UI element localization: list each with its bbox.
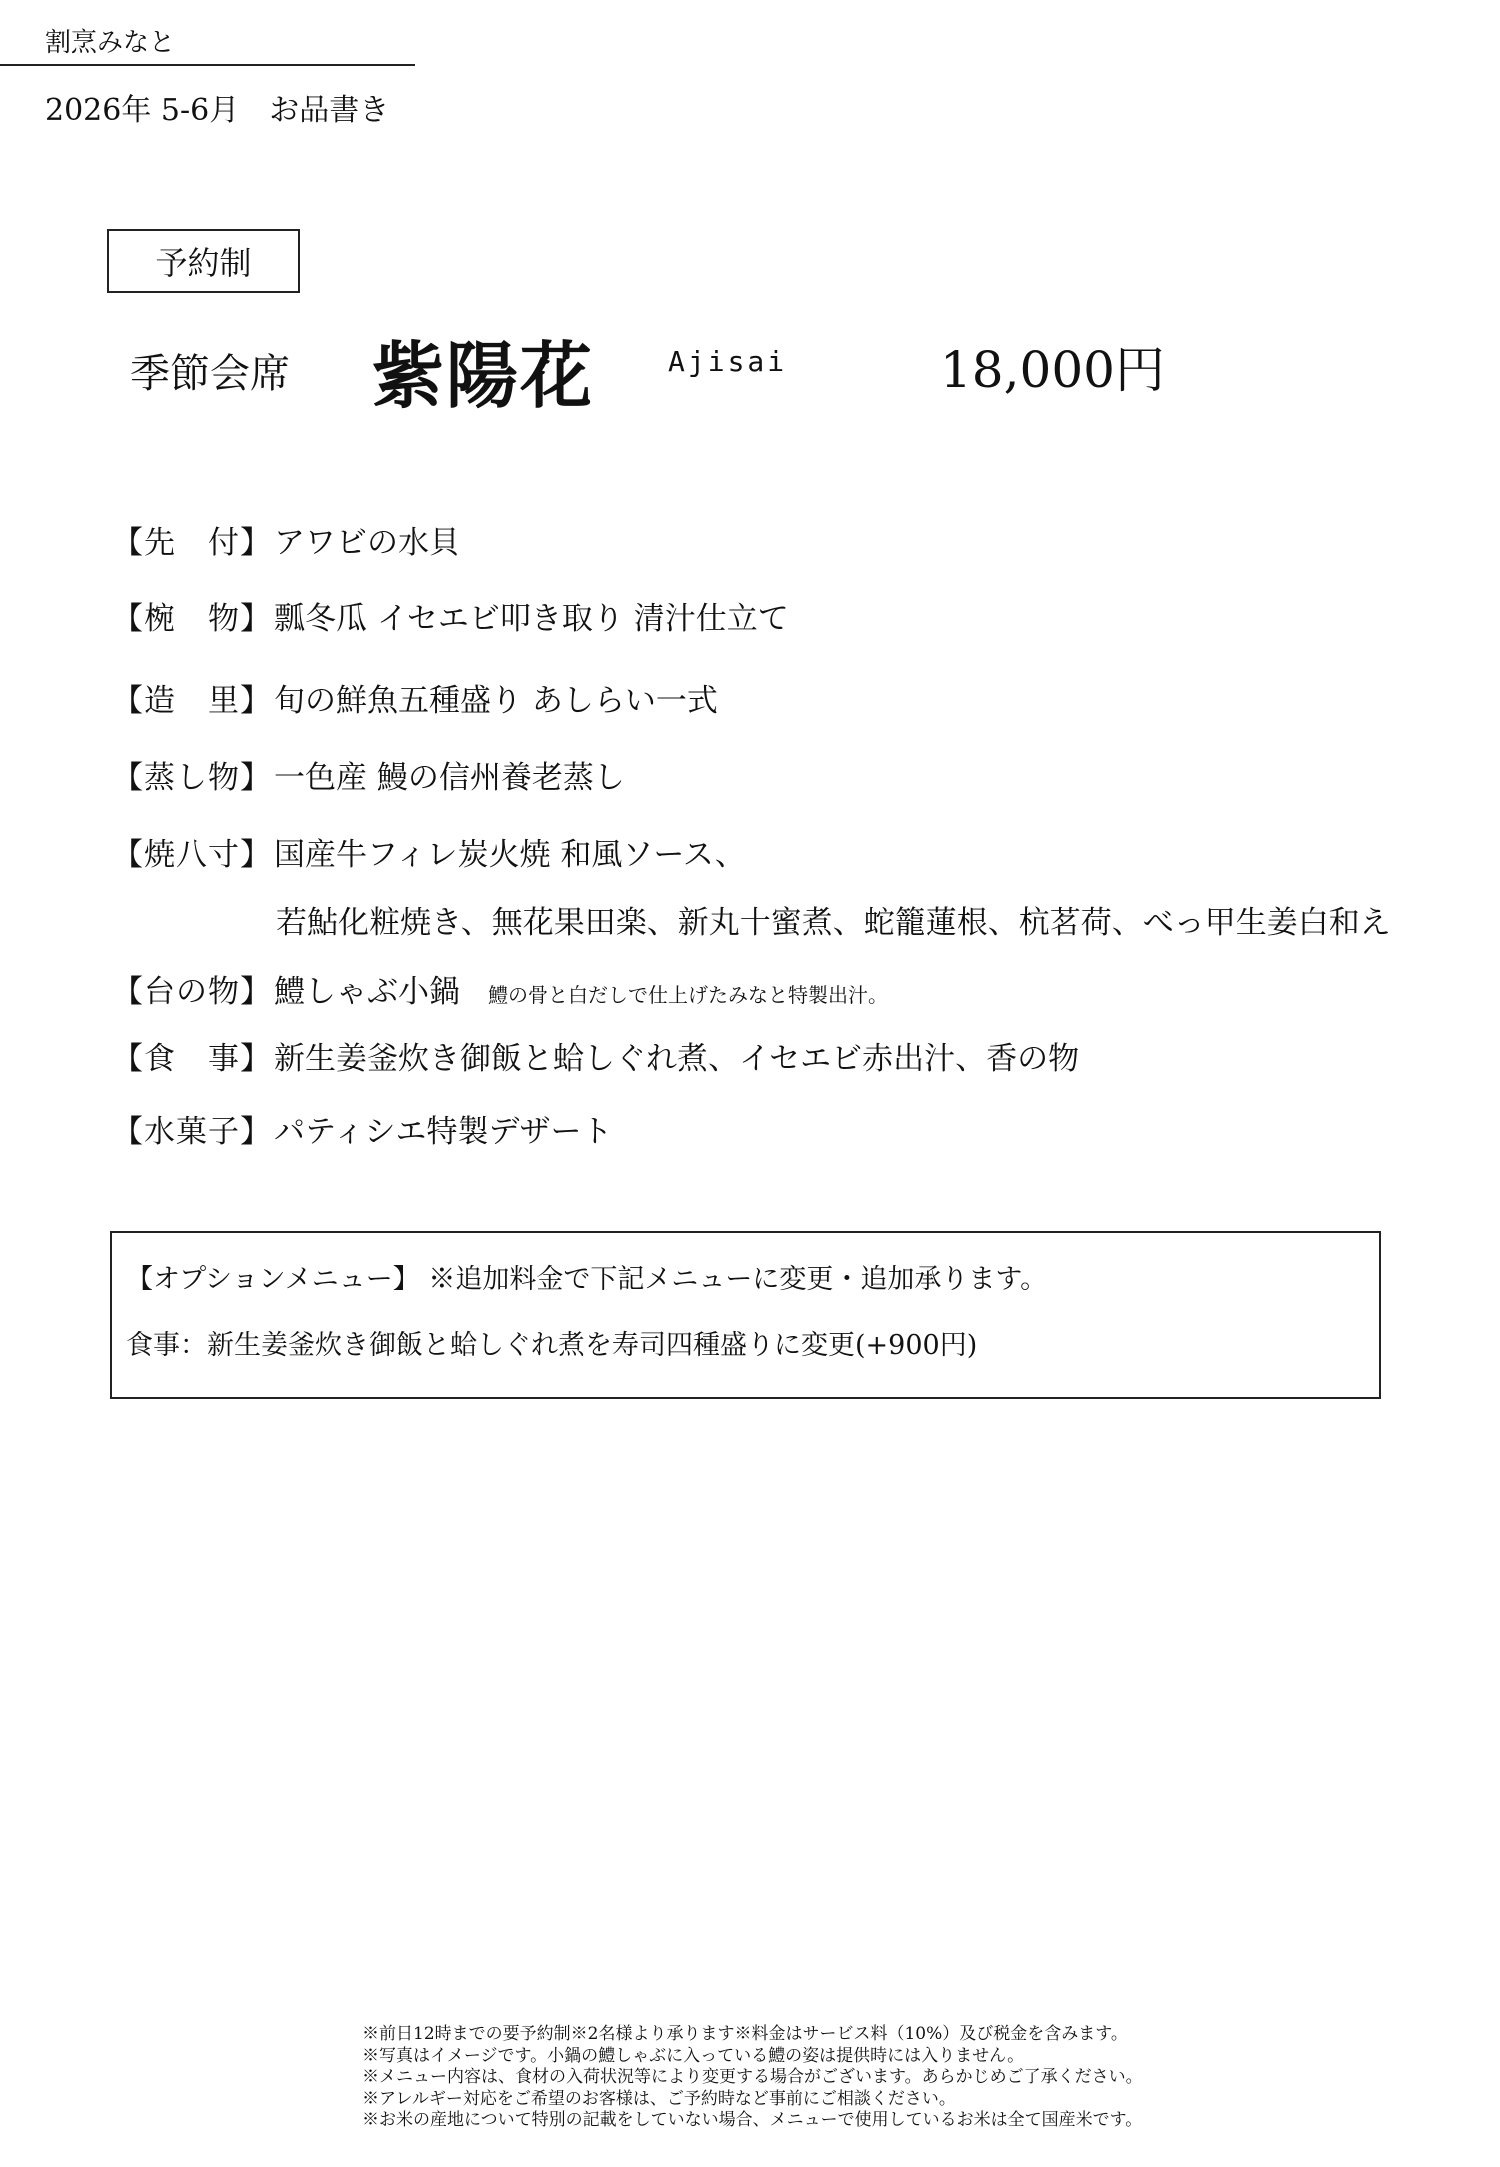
- menu-item-sakizuke: [112, 517, 460, 562]
- menu-item-yakihassun-continuation: 若鮎化粧焼き、無花果田楽、新丸十蜜煮、蛇籠蓮根、杭茗荷、べっ甲生姜白和え: [276, 905, 1391, 941]
- footnote: ※メニュー内容は、食材の入荷状況等により変更する場合がございます。あらかじめご了承ください。: [362, 2067, 1143, 2087]
- menu-date-title: 2026年 5-6月 お品書き: [45, 93, 390, 128]
- menu-item-tsukuri: [112, 675, 718, 720]
- course-name: 紫陽花: [372, 333, 595, 418]
- reservation-badge: [107, 229, 300, 293]
- menu-item-mushimono: [112, 752, 625, 797]
- menu-item-dainomono: [112, 966, 888, 1011]
- menu-item-shokuji: [112, 1033, 1079, 1078]
- menu-item-description: 国産牛フィレ炭火焼 和風ソース、: [274, 837, 746, 873]
- footnote: ※お米の産地について特別の記載をしていない場合、メニューで使用しているお米は全て国産米です。: [362, 2110, 1143, 2130]
- menu-item-label: 【水菓子】: [112, 1114, 272, 1150]
- menu-item-description: 新生姜釜炊き御飯と蛤しぐれ煮、イセエビ赤出汁、香の物: [274, 1041, 1080, 1077]
- menu-item-mizugashi: [112, 1106, 613, 1151]
- footnote: ※前日12時までの要予約制※2名様より承ります※料金はサービス料（10%）及び税金を含みます。: [362, 2024, 1128, 2044]
- header-divider: [0, 64, 415, 66]
- menu-item-description: 瓢冬瓜 イセエビ叩き取り 清汁仕立て: [274, 601, 789, 637]
- menu-item-description: 鱧しゃぶ小鍋: [274, 974, 460, 1010]
- shop-name: 割烹みなと: [45, 28, 176, 58]
- footnotes: [362, 2024, 1143, 2132]
- menu-item-label: 【造 里】: [112, 683, 272, 719]
- menu-item-description: アワビの水貝: [274, 525, 460, 561]
- menu-item-note: 鱧の骨と白だしで仕上げたみなと特製出汁。: [488, 983, 888, 1007]
- menu-item-label: 【先 付】: [112, 525, 272, 561]
- menu-item-wanmono: [112, 593, 789, 638]
- course-type: 季節会席: [130, 351, 290, 397]
- menu-item-label: 【蒸し物】: [112, 760, 272, 796]
- menu-item-description: 一色産 鰻の信州養老蒸し: [274, 760, 625, 796]
- menu-item-label: 【焼八寸】: [112, 837, 272, 873]
- course-romaji: Ajisai: [668, 345, 788, 378]
- menu-item-label: 【食 事】: [112, 1041, 272, 1077]
- menu-item-label: 【椀 物】: [112, 601, 272, 637]
- footnote: ※写真はイメージです。小鍋の鱧しゃぶに入っている鱧の姿は提供時には入りません。: [362, 2045, 1025, 2066]
- option-menu-header: 【オプションメニュー】 ※追加料金で下記メニューに変更・追加承ります。: [126, 1264, 1048, 1295]
- footnote: ※アレルギー対応をご希望のお客様は、ご予約時など事前にご相談ください。: [362, 2088, 956, 2109]
- reservation-label: 予約制: [155, 244, 252, 282]
- option-menu-box: [110, 1231, 1381, 1399]
- menu-item-label: 【台の物】: [112, 974, 272, 1010]
- menu-item-description: 旬の鮮魚五種盛り あしらい一式: [274, 683, 718, 719]
- menu-item-description: パティシエ特製デザート: [274, 1114, 613, 1150]
- option-menu-line: 食事：新生姜釜炊き御飯と蛤しぐれ煮を寿司四種盛りに変更(+900円): [126, 1330, 978, 1361]
- course-price: 18,000円: [940, 341, 1165, 399]
- menu-item-yakihassun: [112, 829, 746, 874]
